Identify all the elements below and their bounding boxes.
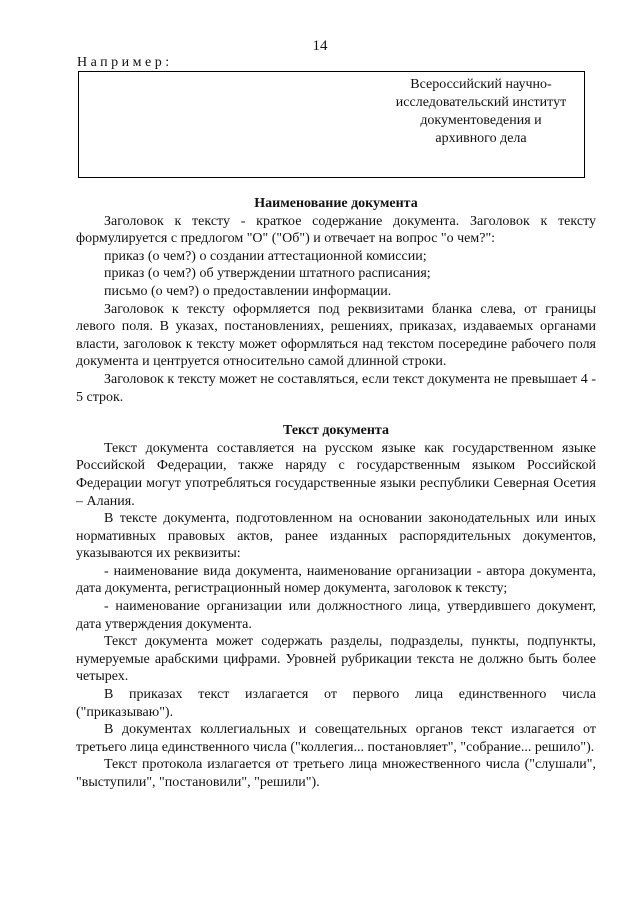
paragraph: В приказах текст излагается от первого лица единственного числа ("приказываю").: [76, 687, 596, 720]
paragraph: приказ (о чем?) об утверждении штатного расписания;: [104, 266, 431, 282]
paragraph: Текст протокола излагается от третьего лица множественного числа ("слушали", "выступили", "постановили", "решили").: [76, 757, 596, 790]
paragraph: В тексте документа, подготовленном на основании законодательных или иных нормативных правовых актов, ранее изданных распорядительных документов, указываются их реквизиты:: [76, 511, 596, 562]
organization-line: документоведения и: [420, 113, 542, 128]
organization-line: архивного дела: [435, 131, 527, 146]
paragraph: Текст документа может содержать разделы, подразделы, пункты, подпункты, нумеруемые арабскими цифрами. Уровней рубрикации текста не должно быть более четырех.: [76, 634, 596, 685]
organization-line: Всероссийский научно-: [410, 77, 552, 92]
paragraph: - наименование организации или должностного лица, утвердившего документ, дата утверждения документа.: [76, 599, 596, 632]
paragraph: Текст документа составляется на русском языке как государственном языке Российской Федерации, также наряду с государственным языком Российской Федерации могут употребляться государственные языки республики Северная Осетия – Алания.: [76, 440, 596, 509]
section-heading: Наименование документа: [254, 196, 418, 211]
organization-name: [381, 76, 581, 148]
organization-line: исследовательский институт: [395, 95, 567, 110]
paragraph: приказ (о чем?) о создании аттестационной комиссии;: [104, 248, 427, 264]
paragraph: Заголовок к тексту оформляется под реквизитами бланка слева, от границы левого поля. В указах, постановлениях, решениях, приказах, издаваемых органами власти, заголовок к тексту может оформляться над текстом посередине рабочего поля документа и центруется относительно самой длинной строки.: [76, 301, 596, 370]
letterhead-box: [78, 71, 585, 178]
page-number: 14: [312, 38, 328, 54]
paragraph: В документах коллегиальных и совещательных органов текст излагается от третьего лица единственного числа ("коллегия... постановляет", "собрание... решило").: [76, 722, 596, 755]
paragraph: письмо (о чем?) о предоставлении информации.: [104, 283, 392, 299]
example-label: Например:: [77, 55, 173, 70]
document-body: [76, 195, 596, 792]
paragraph: - наименование вида документа, наименование организации - автора документа, дата документа, регистрационный номер документа, заголовок к тексту;: [76, 563, 596, 597]
paragraph: Заголовок к тексту - краткое содержание документа. Заголовок к тексту формулируется с предлогом "О" ("Об") и отвечает на вопрос "о чем?":: [76, 213, 596, 247]
paragraph: Заголовок к тексту может не составляться, если текст документа не превышает 4 - 5 строк.: [76, 371, 596, 405]
section-gap: [76, 406, 596, 422]
section-heading: Текст документа: [283, 423, 389, 439]
